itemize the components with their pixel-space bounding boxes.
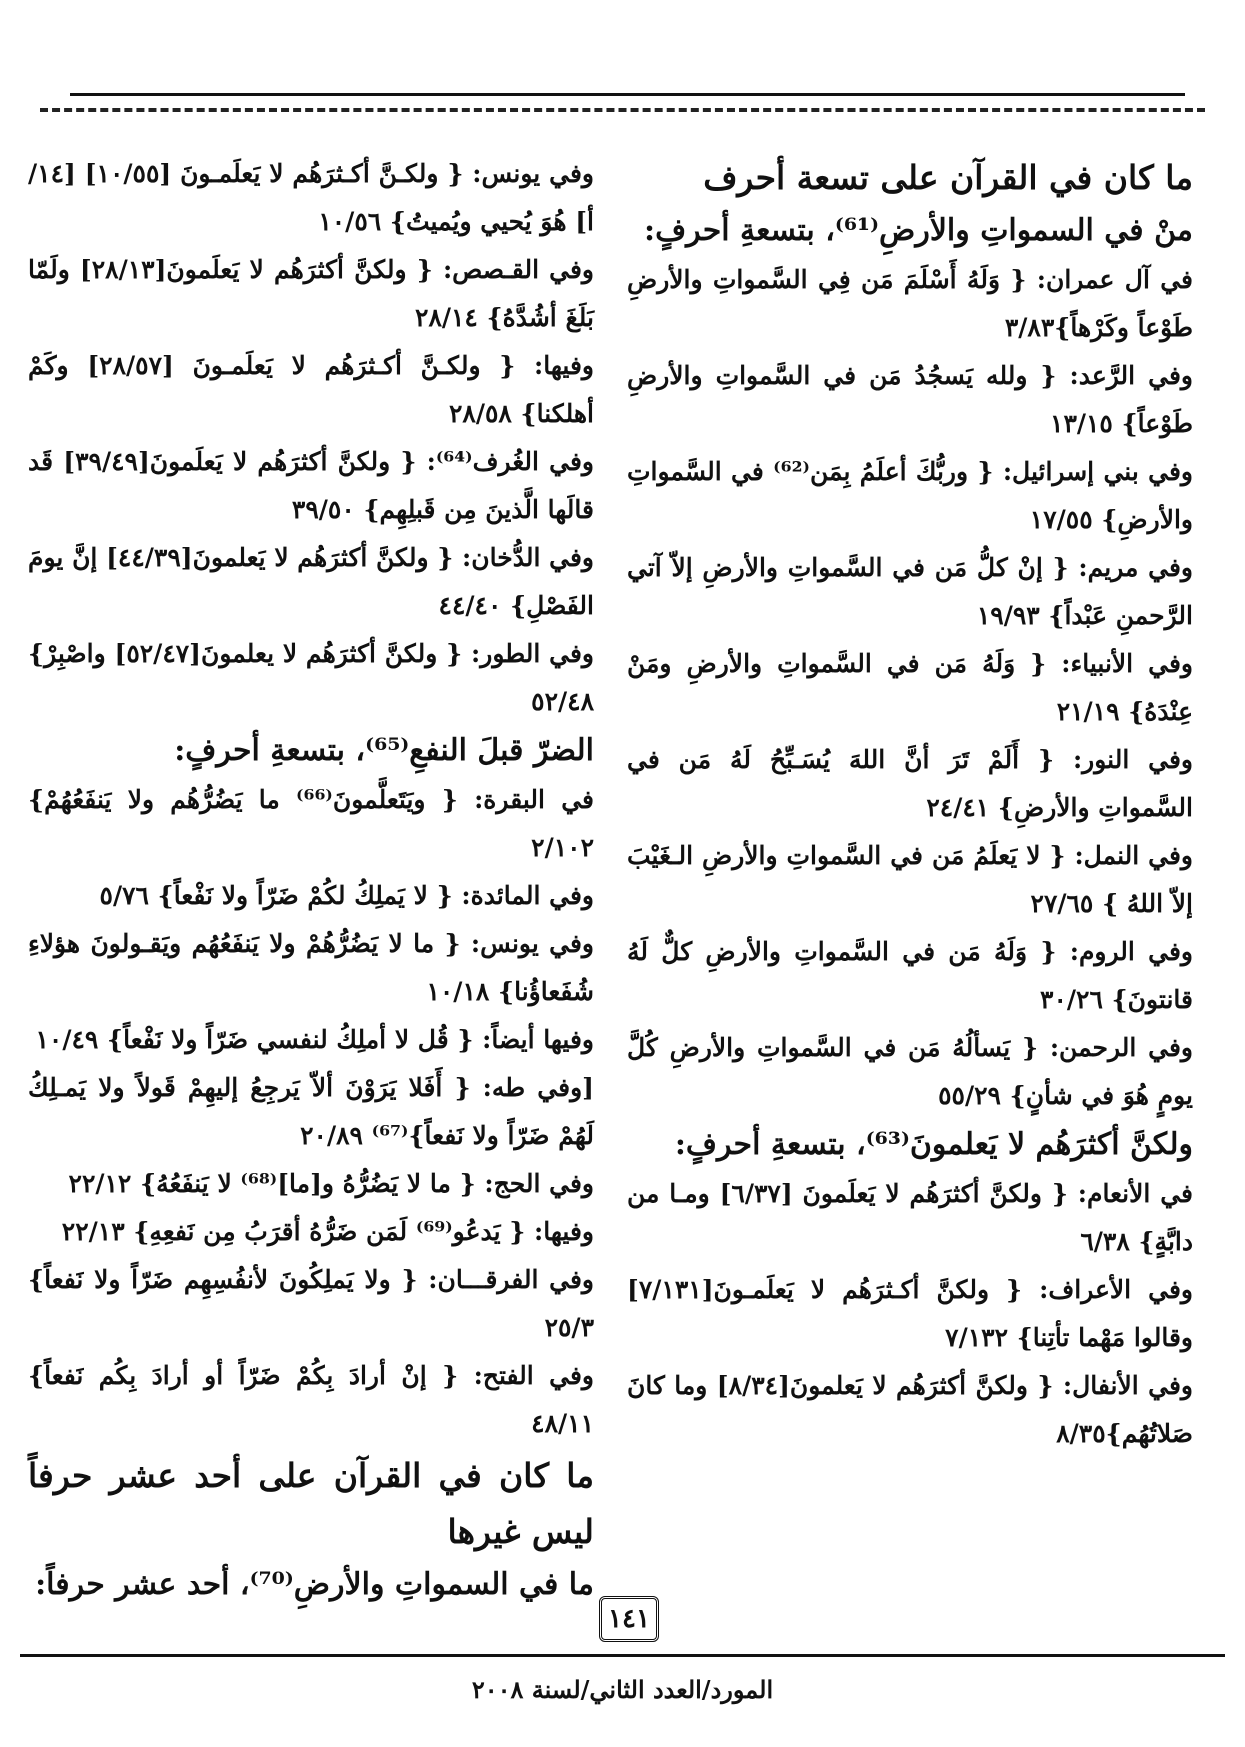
paragraph: وفي النور: { أَلَمْ تَرَ أنَّ اللهَ يُسَـبِّحُ لَهُ مَن في السَّمواتِ والأرضِ} ٢٤/٤١ [627,745,1193,822]
paragraph: في البقرة: { ويَتَعلَّمونَ⁽⁶⁶⁾ ما يَضُرُّهُم ولا يَنفَعُهُمْ} ٢/١٠٢ [28,785,594,862]
paragraph: وفي الأعراف: { ولكنَّ أكـثرَهُم لا يَعلَمـونَ[٧/١٣١] وقالوا مَهْما تأتِنا} ٧/١٣٢ [627,1275,1193,1352]
paragraph: وفي الرَّعد: { ولله يَسجُدُ مَن في السَّمواتِ والأرضِ طَوْعاً} ١٣/١٥ [627,361,1193,438]
paragraph: وفيها: { ولكـنَّ أكـثرَهُم لا يَعلَمـونَ [٢٨/٥٧] وكَمْ أهلكنا} ٢٨/٥٨ [28,351,594,428]
paragraph: وفي الفتح: { إنْ أرادَ بِكُمْ ضَرّاً أو أرادَ بِكُم نَفعاً} ٤٨/١١ [28,1361,594,1438]
paragraph: وفي مريم: { إنْ كلُّ مَن في السَّمواتِ والأرضِ إلاّ آتي الرَّحمنِ عَبْداً} ١٩/٩٣ [627,553,1193,630]
subsection-heading: ولكنَّ أكثرَهُم لا يَعلمونَ⁽⁶³⁾، بتسعةِ أحرفٍ: [674,1127,1193,1162]
footer-journal-info: المورد/العدد الثاني/لسنة ٢٠٠٨ [471,1675,774,1704]
paragraph: وفي الغُرف⁽⁶⁴⁾: { ولكنَّ أكثرَهُم لا يَعلَمونَ[٣٩/٤٩] قَد قالَها الَّذينَ مِن قَبلِهِم} ٣٩/٥٠ [28,447,594,524]
left-column [28,150,595,1602]
right-column [627,150,1193,1570]
paragraph: وفي يونس: { ولكـنَّ أكـثرَهُم لا يَعلَمـونَ [١٠/٥٥] [١٤/أ] هُوَ يُحيي ويُميتُ} ١٠/٥٦ [28,159,594,236]
paragraph: وفي الحج: { ما لا يَضُرُّهُ و[ما]⁽⁶⁸⁾ لا يَنفَعُهُ} ٢٢/١٢ [68,1169,594,1198]
paragraph: وفي بني إسرائيل: { وربُّكَ أعلَمُ بِمَن⁽⁶²⁾ في السَّمواتِ والأرضِ} ١٧/٥٥ [627,457,1194,534]
section-heading: ما كان في القرآن على أحد عشر حرفاً ليس غيرها [28,1456,594,1551]
paragraph: وفي الفرقـــان: { ولا يَملِكُونَ لأنفُسِهِم ضَرّاً ولا نَفعاً} ٢٥/٣ [28,1265,594,1342]
paragraph: في الأنعام: { ولكنَّ أكثرَهُم لا يَعلَمونَ [٦/٣٧] ومـا من دابَّةٍ} ٦/٣٨ [627,1179,1193,1256]
paragraph: وفي الأنفال: { ولكنَّ أكثرَهُم لا يَعلمونَ[٨/٣٤] وما كانَ صَلاتُهُم}٨/٣٥ [627,1371,1193,1448]
top-rule [70,93,1185,96]
subsection-heading: منْ في السمواتِ والأرضِ⁽⁶¹⁾، بتسعةِ أحرفٍ: [644,213,1193,248]
bottom-rule [20,1654,1225,1657]
paragraph: في آل عمران: { وَلَهُ أَسْلَمَ مَن فِي السَّمواتِ والأرضِ طَوْعاً وكَرْهاً}٣/٨٣ [627,265,1193,342]
subsection-heading: الضرّ قبلَ النفعِ⁽⁶⁵⁾، بتسعةِ أحرفٍ: [174,733,594,768]
paragraph: وفي النمل: { لا يَعلَمُ مَن في السَّمواتِ والأرضِ الـغَيْبَ إلاّ اللهُ } ٢٧/٦٥ [627,841,1193,918]
page-number: ١٤١ [599,1596,659,1642]
paragraph: وفي الأنبياء: { وَلَهُ مَن في السَّمواتِ والأرضِ ومَنْ عِنْدَهُ} ٢١/١٩ [627,649,1193,726]
top-dashed-rule [40,108,1205,112]
paragraph: وفي الروم: { وَلَهُ مَن في السَّمواتِ والأرضِ كلٌّ لَهُ قانتونَ} ٣٠/٢٦ [627,937,1193,1014]
paragraph: وفي القـصص: { ولكنَّ أكثرَهُم لا يَعلَمونَ[٢٨/١٣] ولَمّا بَلَغَ أشُدَّهُ} ٢٨/١٤ [28,255,595,332]
paragraph: وفي المائدة: { لا يَملِكُ لكُمْ ضَرّاً ولا نَفْعاً} ٥/٧٦ [99,881,594,910]
paragraph: وفي يونس: { ما لا يَضُرُّهُمْ ولا يَنفَعُهُم ويَقـولونَ هؤلاءِ شُفَعاؤُنا} ١٠/١٨ [28,929,594,1006]
section-heading: ما كان في القرآن على تسعة أحرف [703,158,1193,197]
paragraph: وفي الطور: { ولكنَّ أكثرَهُم لا يعلمونَ[٥٢/٤٧] واصْبِرْ} ٥٢/٤٨ [28,639,594,716]
paragraph: وفي الدُّخان: { ولكنَّ أكثرَهُم لا يَعلمونَ[٤٤/٣٩] إنَّ يومَ الفَصْلِ} ٤٤/٤٠ [28,543,594,620]
paragraph: وفي الرحمن: { يَسألُهُ مَن في السَّمواتِ والأرضِ كُلَّ يومٍ هُوَ في شأنٍ} ٥٥/٢٩ [627,1033,1193,1110]
paragraph: وفيها أيضاً: { قُل لا أملِكُ لنفسي ضَرّاً ولا نَفْعاً} ١٠/٤٩ [35,1025,594,1054]
paragraph: وفيها: { يَدعُو⁽⁶⁹⁾ لَمَن ضَرُّهُ أقرَبُ مِن نَفعِهِ} ٢٢/١٣ [61,1217,594,1246]
paragraph: [وفي طه: { أَفَلا يَرَوْنَ ألاّ يَرجِعُ إليهِمْ قَولاً ولا يَمـلِكُ لَهُمْ ضَرّاً ولا نَفعاً}⁽⁶⁷⁾ ٢٠/٨٩ [28,1073,594,1150]
subsection-heading: ما في السمواتِ والأرضِ⁽⁷⁰⁾، أحد عشر حرفاً: [35,1567,594,1602]
page-body [28,150,1194,1602]
